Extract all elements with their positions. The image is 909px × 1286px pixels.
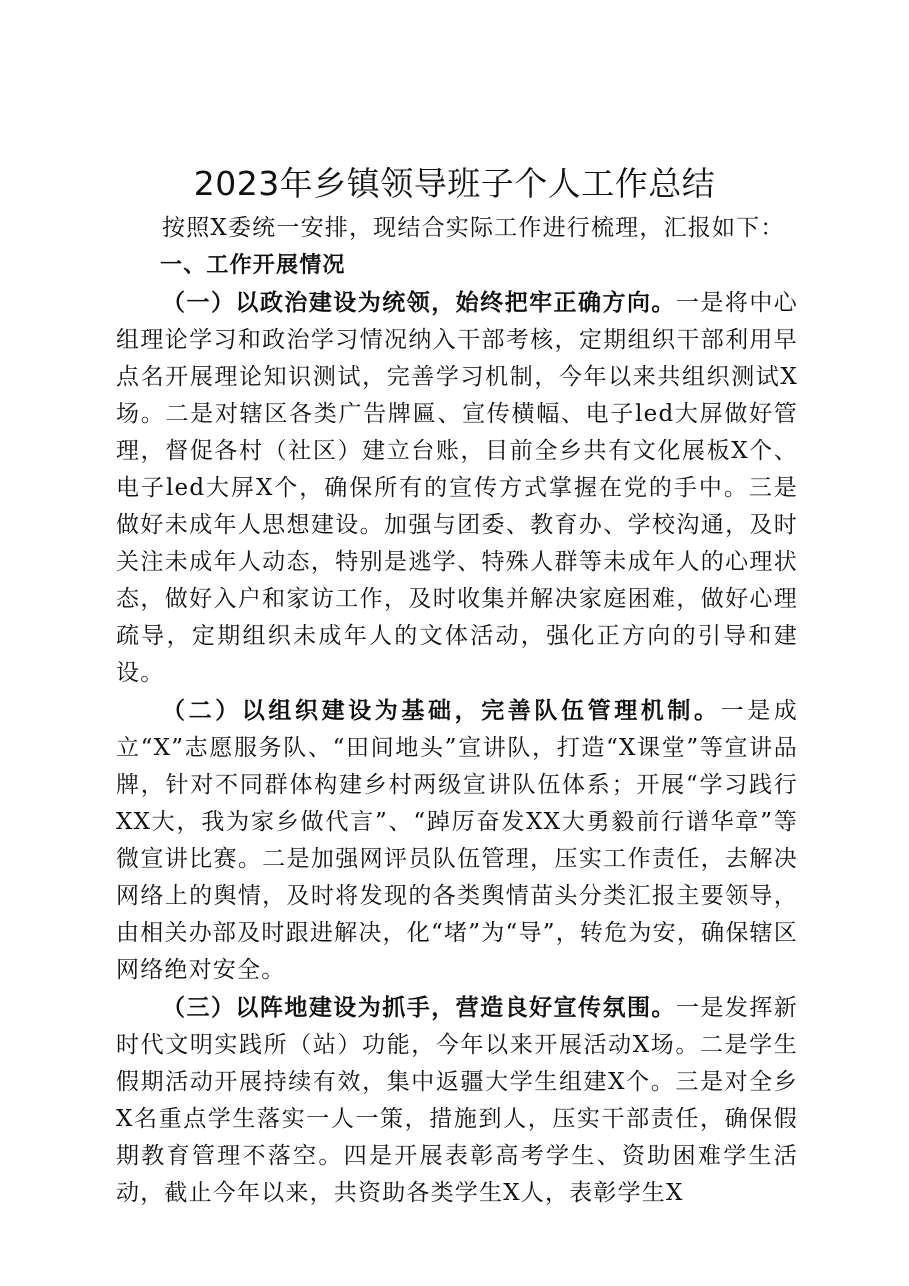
paragraph-political <box>116 284 798 692</box>
paragraph-lead: （二）以组织建设为基础，完善队伍管理机制。 <box>162 697 721 724</box>
document-title: 2023年乡镇领导班子个人工作总结 <box>193 164 716 203</box>
paragraph-text: 一是将中心组理论学习和政治学习情况纳入干部考核，定期组织干部利用早点名开展理论知识测试，完善学习机制，今年以来共组织测试X场。二是对辖区各类广告牌匾、宣传横幅、电子led大屏做好管理，督促各村（社区）建立台账，目前全乡共有文化展板X个、电子led大屏X个，确保所有的宣传方式掌握在党的手中。三是做好未成年人思想建设。加强与团委、教育办、学校沟通，及时关注未成年人动态，特别是逃学、特殊人群等未成年人的心理状态，做好入户和家访工作，及时收集并解决家庭困难，做好心理疏导，定期组织未成年人的文体活动，强化正方向的引导和建设。 <box>116 290 799 686</box>
paragraph-lead: （三）以阵地建设为抓手，营造良好宣传氛围。 <box>162 994 676 1021</box>
paragraph-text: 一是成立“X”志愿服务队、“田间地头”宣讲队，打造“X课堂”等宣讲品牌，针对不同群体构建乡村两级宣讲队伍体系；开展“学习践行XX大，我为家乡做代言”、“踔厉奋发XX大勇毅前行谱华章”等微宣讲比赛。二是加强网评员队伍管理，压实工作责任，去解决网络上的舆情，及时将发现的各类舆情苗头分类汇报主要领导，由相关办部及时跟进解决，化“堵”为“导”，转危为安，确保辖区网络绝对安全。 <box>116 698 798 983</box>
paragraph-organization <box>116 692 798 989</box>
document-body <box>116 210 798 1212</box>
paragraph-text: 一是发挥新时代文明实践所（站）功能，今年以来开展活动X场。二是学生假期活动开展持续有效，集中返疆大学生组建X个。三是对全乡X名重点学生落实一人一策，措施到人，压实干部责任，确保假期教育管理不落空。四是开展表彰高考学生、资助困难学生活动，截止今年以来，共资助各类学生X人，表彰学生X <box>116 995 799 1206</box>
paragraph-position <box>116 989 798 1212</box>
section-heading: 一、工作开展情况 <box>160 253 346 278</box>
intro-paragraph: 按照X委统一安排，现结合实际工作进行梳理，汇报如下： <box>162 215 785 241</box>
paragraph-lead: （一）以政治建设为统领，始终把牢正确方向。 <box>162 289 676 316</box>
